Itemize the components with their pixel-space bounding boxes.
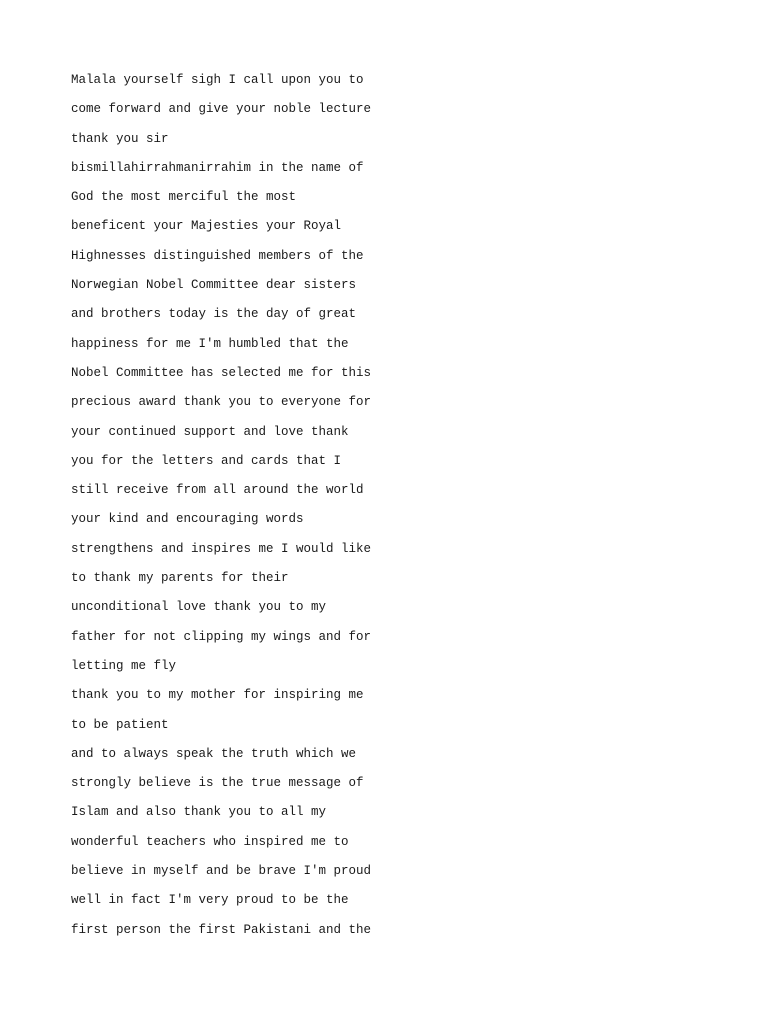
transcript-line: happiness for me I'm humbled that the: [71, 336, 349, 351]
transcript-line: still receive from all around the world: [71, 483, 364, 498]
transcript-line: bismillahirrahmanirrahim in the name of: [71, 160, 364, 175]
transcript-line: wonderful teachers who inspired me to: [71, 834, 349, 849]
transcript-line: Islam and also thank you to all my: [71, 805, 327, 820]
transcript-line: your continued support and love thank: [71, 424, 349, 439]
transcript-line: father for not clipping my wings and for: [71, 629, 372, 644]
transcript-line: Malala yourself sigh I call upon you to: [71, 73, 364, 87]
transcript-line: your kind and encouraging words: [71, 512, 304, 527]
transcript-line: to be patient: [71, 717, 169, 732]
transcript-line: thank you sir: [71, 131, 169, 146]
transcript-line: you for the letters and cards that I: [71, 453, 342, 468]
transcript-line: well in fact I'm very proud to be the: [71, 893, 349, 908]
transcript-line: and to always speak the truth which we: [71, 746, 357, 761]
transcript-line: Highnesses distinguished members of the: [71, 248, 364, 263]
transcript-line: letting me fly: [71, 658, 177, 673]
transcript-line: Norwegian Nobel Committee dear sisters: [71, 278, 357, 293]
transcript-line: Nobel Committee has selected me for this: [71, 365, 372, 380]
transcript-text: [71, 70, 371, 949]
transcript-line: come forward and give your noble lecture: [71, 102, 372, 117]
transcript-line: thank you to my mother for inspiring me: [71, 688, 364, 703]
transcript-line: to thank my parents for their: [71, 571, 289, 586]
transcript-line: strongly believe is the true message of: [71, 776, 364, 791]
transcript-line: unconditional love thank you to my: [71, 600, 327, 615]
transcript-line: strengthens and inspires me I would like: [71, 541, 372, 556]
transcript-line: God the most merciful the most: [71, 190, 297, 205]
transcript-line: believe in myself and be brave I'm proud: [71, 864, 372, 879]
transcript-line: beneficent your Majesties your Royal: [71, 219, 342, 234]
transcript-line: first person the first Pakistani and the: [71, 922, 372, 937]
transcript-line: precious award thank you to everyone for: [71, 395, 372, 410]
transcript-line: and brothers today is the day of great: [71, 307, 357, 322]
